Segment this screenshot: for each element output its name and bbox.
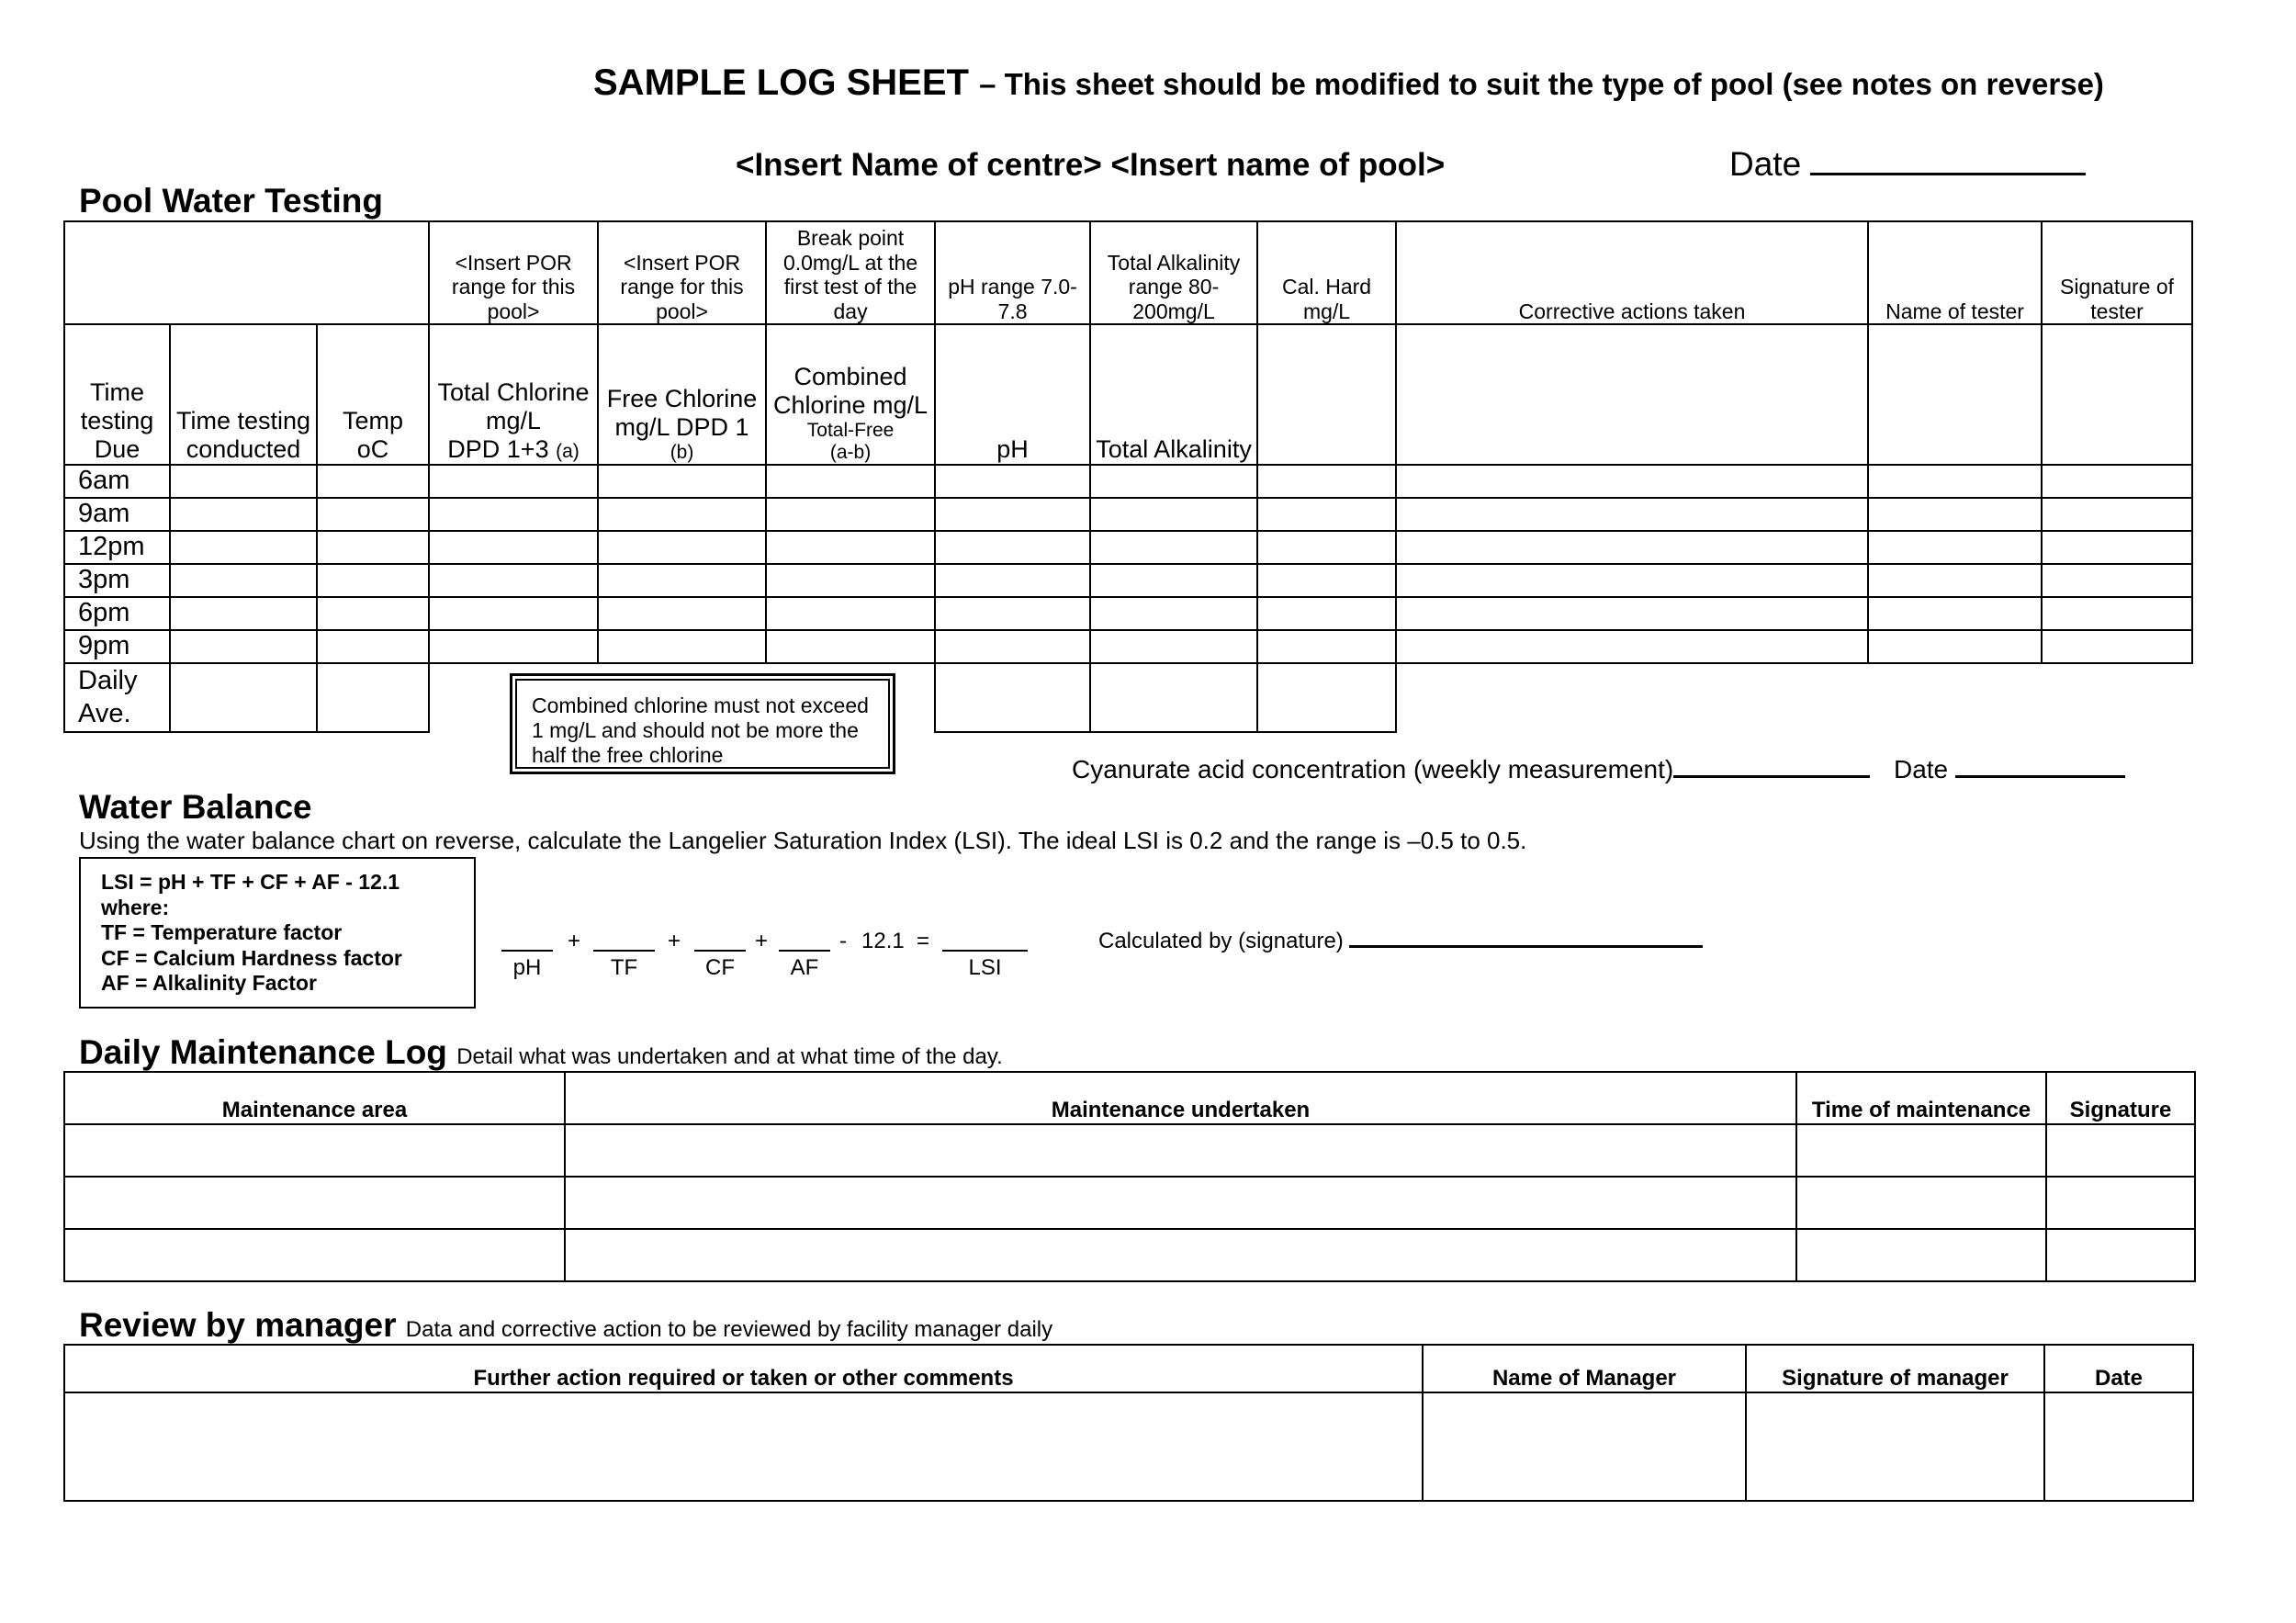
entry-cell[interactable]	[935, 498, 1090, 531]
alkalinity-range: Total Alkalinity range 80-200mg/L	[1090, 221, 1257, 324]
ph-label: pH	[512, 955, 542, 980]
review-note: Data and corrective action to be reviewed by facility manager daily	[405, 1317, 1053, 1342]
daily-ave-cal-hard[interactable]	[1257, 663, 1396, 732]
entry-cell[interactable]	[766, 564, 935, 597]
daily-ave-blank	[1396, 663, 2192, 732]
ph-blank[interactable]	[501, 922, 553, 952]
entry-cell[interactable]	[1868, 465, 2042, 498]
row-time-label: 12pm	[64, 531, 170, 564]
entry-cell[interactable]	[1090, 630, 1257, 663]
table-row	[64, 498, 2192, 531]
maintenance-area-header: Maintenance area	[64, 1072, 565, 1124]
time-of-maintenance-header: Time of maintenance	[1796, 1072, 2046, 1124]
signature-of-manager-header: Signature of manager	[1746, 1345, 2044, 1392]
entry-cell[interactable]	[64, 1177, 565, 1229]
entry-cell[interactable]	[598, 498, 766, 531]
entry-cell[interactable]	[1423, 1392, 1746, 1501]
pool-water-testing-table	[63, 220, 2193, 733]
table-row	[64, 1229, 2195, 1281]
cyanurate-blank[interactable]	[1673, 775, 1870, 778]
entry-cell[interactable]	[766, 531, 935, 564]
entry-cell[interactable]	[2042, 597, 2192, 630]
entry-cell[interactable]	[598, 564, 766, 597]
ph-header: pH	[935, 324, 1090, 465]
entry-cell[interactable]	[1396, 564, 1868, 597]
daily-ave-time-conducted[interactable]	[170, 663, 317, 732]
entry-cell[interactable]	[766, 465, 935, 498]
entry-cell[interactable]	[1090, 531, 1257, 564]
tf-blank[interactable]	[593, 922, 655, 952]
entry-cell[interactable]	[170, 465, 317, 498]
table-row	[64, 1392, 2193, 1501]
table-row	[64, 597, 2192, 630]
entry-cell[interactable]	[2042, 630, 2192, 663]
lsi-formula-line: AF = Alkalinity Factor	[101, 971, 317, 996]
further-action-header: Further action required or taken or other comments	[64, 1345, 1423, 1392]
top-date-label: Date	[1729, 145, 1802, 183]
table-row	[64, 564, 2192, 597]
entry-cell[interactable]	[1396, 630, 1868, 663]
entry-cell[interactable]	[1090, 465, 1257, 498]
maintenance-undertaken-header: Maintenance undertaken	[565, 1072, 1796, 1124]
entry-cell[interactable]	[1257, 498, 1396, 531]
plus-sign: +	[755, 929, 769, 953]
af-label: AF	[790, 955, 819, 980]
entry-cell[interactable]	[1868, 597, 2042, 630]
entry-cell[interactable]	[598, 531, 766, 564]
entry-cell[interactable]	[64, 1229, 565, 1281]
top-date-blank[interactable]	[1810, 173, 2086, 175]
cf-blank[interactable]	[694, 922, 746, 952]
cyanurate-field[interactable]	[1072, 755, 2125, 784]
entry-cell[interactable]	[1396, 597, 1868, 630]
entry-cell[interactable]	[565, 1124, 1796, 1177]
daily-average-row	[64, 663, 2192, 732]
af-entry[interactable]	[779, 922, 830, 981]
log-sheet-subtitle: – This sheet should be modified to suit the type of pool (see notes on reverse)	[979, 67, 2104, 101]
cf-entry[interactable]	[694, 922, 746, 981]
cal-hard-cell	[1257, 324, 1396, 465]
entry-cell[interactable]	[1796, 1124, 2046, 1177]
tf-entry[interactable]	[593, 922, 655, 981]
entry-cell[interactable]	[935, 597, 1090, 630]
ph-entry[interactable]	[501, 922, 553, 981]
entry-cell[interactable]	[1257, 630, 1396, 663]
entry-cell[interactable]	[565, 1177, 1796, 1229]
entry-cell[interactable]	[429, 630, 598, 663]
combined-code: (a-b)	[829, 441, 872, 463]
entry-cell[interactable]	[64, 1124, 565, 1177]
entry-cell[interactable]	[2042, 498, 2192, 531]
review-by-manager-title	[79, 1306, 1052, 1345]
entry-cell[interactable]	[2042, 531, 2192, 564]
calculated-by-field[interactable]	[1098, 929, 1703, 954]
ph-range: pH range 7.0-7.8	[935, 221, 1090, 324]
maintenance-signature-header: Signature	[2046, 1072, 2195, 1124]
lsi-label: LSI	[968, 955, 1002, 980]
total-chlorine-code: (a)	[556, 440, 580, 462]
entry-cell[interactable]	[1257, 597, 1396, 630]
entry-cell[interactable]	[2042, 465, 2192, 498]
entry-cell[interactable]	[1257, 564, 1396, 597]
table-row	[64, 1124, 2195, 1177]
entry-cell[interactable]	[170, 564, 317, 597]
lsi-entry[interactable]	[942, 922, 1028, 981]
entry-cell[interactable]	[935, 630, 1090, 663]
lsi-formula-line: CF = Calcium Hardness factor	[101, 945, 402, 970]
cyanurate-label: Cyanurate acid concentration (weekly measurement)	[1072, 755, 1674, 783]
row-time-label: 9am	[64, 498, 170, 531]
free-chlorine-code: (b)	[670, 441, 694, 463]
entry-cell[interactable]	[2042, 564, 2192, 597]
combined-chlorine-label: Combined Chlorine mg/L	[772, 362, 929, 419]
temp-header	[317, 324, 429, 465]
maintenance-log-note: Detail what was undertaken and at what time of the day.	[456, 1044, 1003, 1069]
free-chlorine-range: <Insert POR range for this pool>	[598, 221, 766, 324]
daily-ave-ph[interactable]	[935, 663, 1090, 732]
entry-cell[interactable]	[598, 465, 766, 498]
range-header-blank	[64, 221, 429, 324]
range-header-row	[64, 221, 2192, 324]
entry-cell[interactable]	[2046, 1124, 2195, 1177]
name-of-manager-header: Name of Manager	[1423, 1345, 1746, 1392]
entry-cell[interactable]	[1868, 498, 2042, 531]
entry-cell[interactable]	[170, 630, 317, 663]
entry-cell[interactable]	[1396, 498, 1868, 531]
review-heading: Review by manager	[79, 1306, 397, 1344]
table-row	[64, 531, 2192, 564]
lsi-blank[interactable]	[942, 922, 1028, 952]
entry-cell[interactable]	[2046, 1229, 2195, 1281]
total-chlorine-range: <Insert POR range for this pool>	[429, 221, 598, 324]
table-row	[64, 1177, 2195, 1229]
time-conducted-header: Time testing conducted	[170, 324, 317, 465]
review-header-row	[64, 1345, 2193, 1392]
top-date-field[interactable]	[1729, 145, 2086, 184]
entry-cell[interactable]	[317, 630, 429, 663]
entry-cell[interactable]	[429, 531, 598, 564]
manager-review-table	[63, 1344, 2194, 1502]
entry-cell[interactable]	[170, 531, 317, 564]
entry-cell[interactable]	[598, 630, 766, 663]
pool-water-testing-title: Pool Water Testing	[79, 182, 383, 220]
alkalinity-header: Total Alkalinity	[1090, 324, 1257, 465]
entry-cell[interactable]	[1868, 564, 2042, 597]
table-row	[64, 630, 2192, 663]
maintenance-header-row	[64, 1072, 2195, 1124]
entry-cell[interactable]	[64, 1392, 1423, 1501]
entry-cell[interactable]	[1090, 597, 1257, 630]
daily-ave-alkalinity[interactable]	[1090, 663, 1257, 732]
entry-cell[interactable]	[317, 498, 429, 531]
row-time-label: 6am	[64, 465, 170, 498]
entry-cell[interactable]	[429, 498, 598, 531]
entry-cell[interactable]	[766, 630, 935, 663]
entry-cell[interactable]	[1396, 465, 1868, 498]
entry-cell[interactable]	[935, 531, 1090, 564]
entry-cell[interactable]	[1868, 630, 2042, 663]
column-header-row	[64, 324, 2192, 465]
plus-sign: +	[568, 929, 581, 953]
entry-cell[interactable]	[317, 531, 429, 564]
minus-sign: -	[839, 929, 847, 953]
name-tester-cell	[1868, 324, 2042, 465]
cyanurate-date-blank[interactable]	[1955, 775, 2125, 778]
entry-cell[interactable]	[1746, 1392, 2044, 1501]
corrective-actions-header: Corrective actions taken	[1396, 221, 1868, 324]
daily-ave-temp[interactable]	[317, 663, 429, 732]
entry-cell[interactable]	[766, 597, 935, 630]
lsi-formula-line: TF = Temperature factor	[101, 920, 343, 945]
entry-cell[interactable]	[317, 564, 429, 597]
signature-tester-cell	[2042, 324, 2192, 465]
entry-cell[interactable]	[935, 465, 1090, 498]
combined-formula: Total-Free	[806, 419, 895, 441]
entry-cell[interactable]	[429, 465, 598, 498]
maintenance-log-title	[79, 1033, 1003, 1072]
temp-label: Temp	[343, 406, 404, 434]
combined-chlorine-note	[510, 673, 895, 774]
daily-ave-label: Daily Ave.	[64, 663, 170, 732]
entry-cell[interactable]	[317, 465, 429, 498]
row-time-label: 6pm	[64, 597, 170, 630]
cal-hard-header: Cal. Hard mg/L	[1257, 221, 1396, 324]
entry-cell[interactable]	[1257, 465, 1396, 498]
equals-sign: =	[917, 929, 930, 953]
calculated-by-label: Calculated by (signature)	[1098, 929, 1344, 953]
entry-cell[interactable]	[1090, 498, 1257, 531]
name-of-tester-header: Name of tester	[1868, 221, 2042, 324]
time-due-header: Time testing Due	[64, 324, 170, 465]
cf-label: CF	[705, 955, 735, 980]
row-time-label: 3pm	[64, 564, 170, 597]
maintenance-log-heading: Daily Maintenance Log	[79, 1033, 447, 1071]
calculated-by-blank[interactable]	[1349, 945, 1703, 948]
entry-cell[interactable]	[1396, 531, 1868, 564]
free-chlorine-header	[598, 324, 766, 465]
corrective-cell	[1396, 324, 1868, 465]
free-chlorine-label: Free Chlorine mg/L DPD 1	[606, 384, 758, 441]
table-row	[64, 465, 2192, 498]
entry-cell[interactable]	[170, 597, 317, 630]
plus-sign: +	[668, 929, 681, 953]
page-title	[593, 62, 2104, 104]
entry-cell[interactable]	[1257, 531, 1396, 564]
entry-cell[interactable]	[565, 1229, 1796, 1281]
constant-value: 12.1	[861, 929, 905, 953]
entry-cell[interactable]	[317, 597, 429, 630]
review-date-header: Date	[2044, 1345, 2193, 1392]
lsi-formula-line: where:	[101, 895, 170, 919]
total-chlorine-dpd: DPD 1+3	[447, 434, 549, 463]
maintenance-table	[63, 1071, 2196, 1282]
lsi-formula-box	[79, 857, 476, 1009]
log-sheet-title: SAMPLE LOG SHEET	[593, 62, 969, 103]
signature-of-tester-header: Signature of tester	[2042, 221, 2192, 324]
centre-pool-name: <Insert Name of centre> <Insert name of pool>	[736, 147, 1446, 183]
cyanurate-date-label: Date	[1893, 755, 1949, 783]
entry-cell[interactable]	[429, 597, 598, 630]
lsi-formula-line: LSI = pH + TF + CF + AF - 12.1	[101, 870, 400, 894]
water-balance-title: Water Balance	[79, 788, 312, 826]
entry-cell[interactable]	[766, 498, 935, 531]
entry-cell[interactable]	[2046, 1177, 2195, 1229]
af-blank[interactable]	[779, 922, 830, 952]
entry-cell[interactable]	[1090, 564, 1257, 597]
entry-cell[interactable]	[1796, 1229, 2046, 1281]
entry-cell[interactable]	[2044, 1392, 2193, 1501]
entry-cell[interactable]	[598, 597, 766, 630]
entry-cell[interactable]	[429, 564, 598, 597]
entry-cell[interactable]	[170, 498, 317, 531]
entry-cell[interactable]	[935, 564, 1090, 597]
total-chlorine-label: Total Chlorine mg/L	[437, 378, 590, 434]
entry-cell[interactable]	[1796, 1177, 2046, 1229]
temp-unit: oC	[356, 434, 389, 463]
row-time-label: 9pm	[64, 630, 170, 663]
tf-label: TF	[610, 955, 638, 980]
total-chlorine-header	[429, 324, 598, 465]
combined-chlorine-range: Break point 0.0mg/L at the first test of the day	[766, 221, 935, 324]
entry-cell[interactable]	[1868, 531, 2042, 564]
combined-chlorine-header	[766, 324, 935, 465]
water-balance-instructions: Using the water balance chart on reverse, calculate the Langelier Saturation Index (LSI). The ideal LSI is 0.2 and the range is –0.5 to 0.5.	[79, 827, 1527, 854]
combined-chlorine-note-text: Combined chlorine must not exceed 1 mg/L and should not be more the half the free chlorine	[515, 679, 890, 769]
